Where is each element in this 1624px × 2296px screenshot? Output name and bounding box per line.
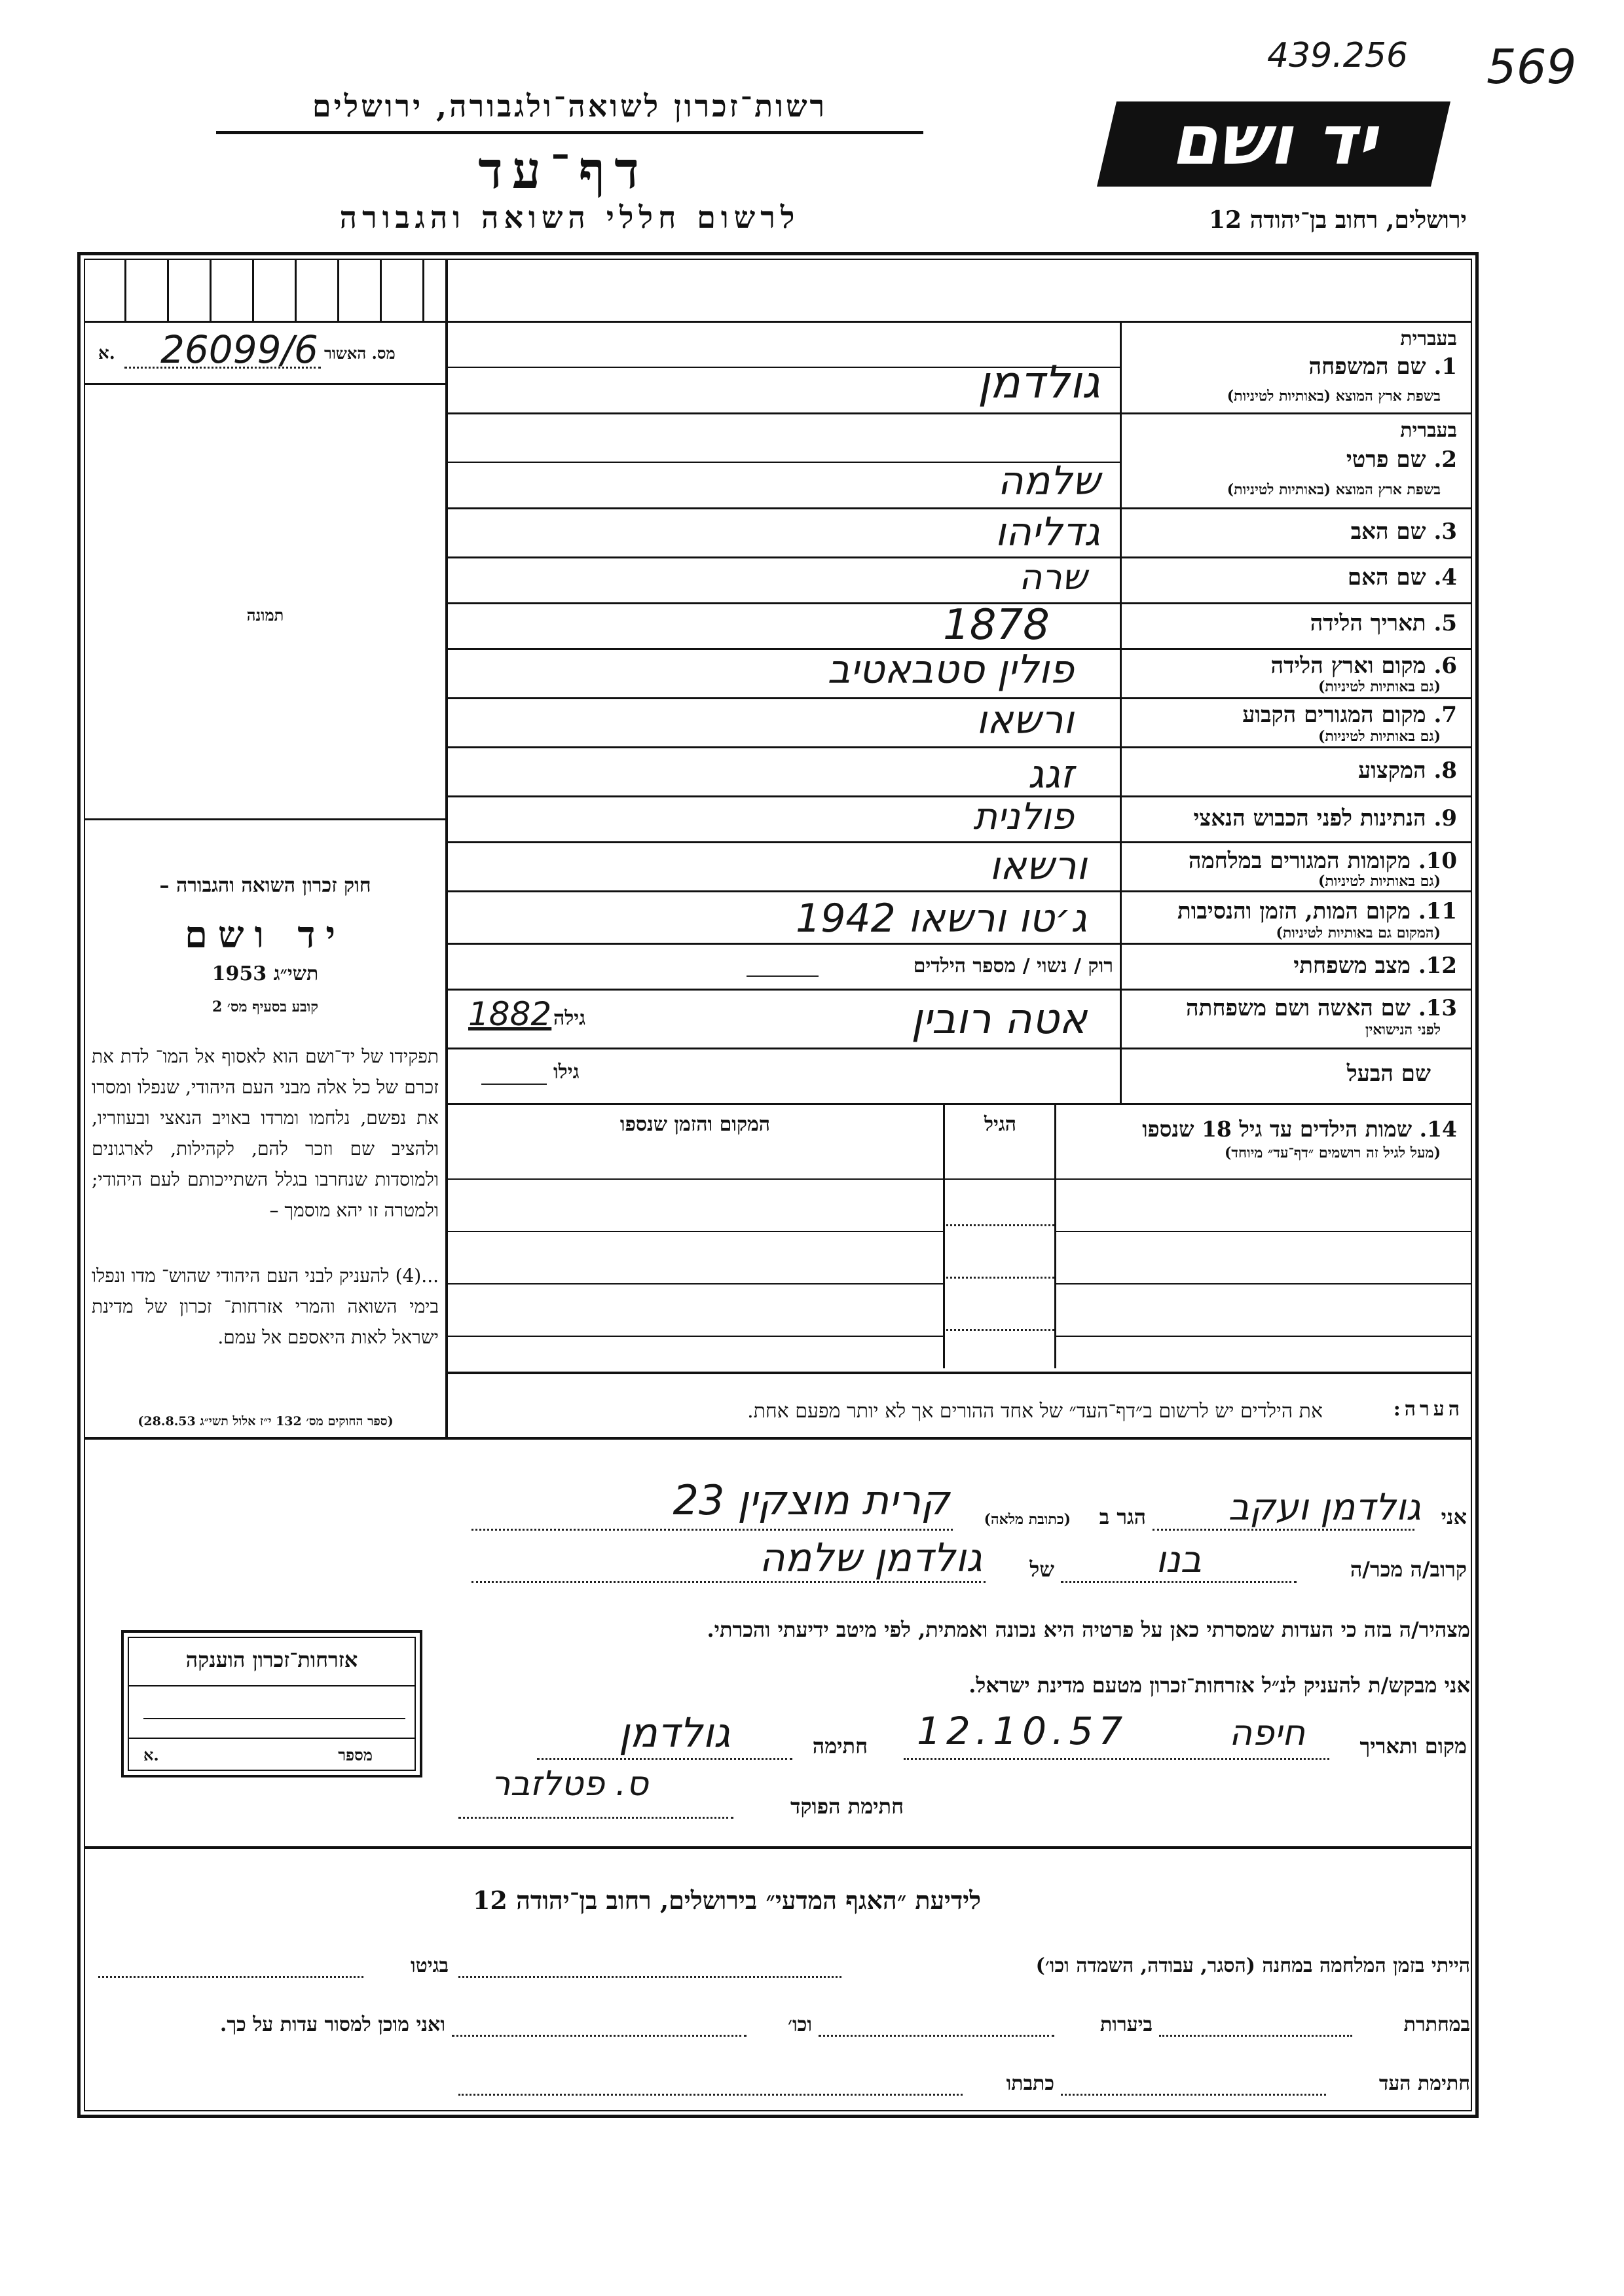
wife-age-label: גילה [553, 1007, 586, 1030]
law-clause: קובע בסעיף מס׳ 2 [212, 998, 319, 1015]
corner-ref-number: 439.256 [1267, 36, 1409, 75]
field-birth-place-value: פולין סטבאטיב [827, 647, 1074, 693]
note-label: הערה: [1393, 1398, 1464, 1421]
citizenship-box-title: אזרחות־זכרון הוענקה [185, 1647, 358, 1672]
field-marital-label: 12. מצב משפחתי [1293, 953, 1457, 979]
law-source: (ספר החוקים מס׳ 132 י״ז אלול תשי״ג 28.8.53) [138, 1414, 394, 1429]
field-wartime-residence-value: ורשאו [989, 843, 1087, 889]
citizenship-box [121, 1630, 422, 1777]
footer-testimony-statement: ואני מוכן למסור עדות על כך. [219, 2013, 445, 2036]
photo-area [92, 390, 439, 815]
label-column-divider [1120, 321, 1122, 1103]
yad-vashem-logo [1090, 95, 1457, 193]
field-death-place-label: 11. מקום המות, הזמן והנסיבות [1177, 898, 1457, 924]
field-wartime-residence-sub: (גם באותיות לטיניות) [1318, 873, 1441, 890]
field-family-name-sub: בשפת ארץ המוצא (באותיות לטיניות) [1227, 388, 1441, 405]
footer-ghetto-label: בגיטו [410, 1954, 449, 1977]
declaration-statement-1: מצהיר/ה בזה כי העדות שמסרתי כאן על פרטיה היא נכונה ואמתית, לפי מיטב ידיעתי והכרתי. [707, 1617, 1470, 1642]
children-col-divider-1 [1054, 1103, 1056, 1368]
declaration-statement-2: אני מבקש/ת להעניק לנ״ל אזרחות־זכרון מטעם מדינת ישראל. [969, 1673, 1470, 1698]
law-paragraph-1: תפקידו של יד־ושם הוא לאסוף אל המו־ לדת את זכרם של כל אלה מבני העם היהודי, שנפלו ומסרו את נפשם, נלחמו ומרדו באויב הנאצי ובעוזריו, ולהציב שם וזכר להם, לקהילות, לארגונים ולמוסדות שנחרבו בגלל השתייכותם לעם היהודי; ולמטרה זו יהא מוסמך – [92, 1046, 439, 1221]
declaration-address-hint: (כתובת מלאה) [984, 1511, 1071, 1528]
law-paragraph-2: ...(4) להעניק לבני העם היהודי שהוש־ מדו ונפלו בימי השואה והמרי אזרחות־ זכרון של מדינת ישראל לאות היאספם אל עמם. [92, 1265, 439, 1348]
declaration-of-label: של [1029, 1557, 1054, 1582]
field-birth-place-sub: (גם באותיות לטיניות) [1318, 678, 1441, 695]
footer-partisans-label: במחתרת [1403, 2013, 1470, 2036]
field-birth-place-label: 6. מקום וארץ הלידה [1270, 653, 1457, 679]
field-wife-sub: לפני הנישואין [1365, 1021, 1441, 1038]
declaration-relative-label: קרוב/ה מכר/ה [1350, 1557, 1467, 1582]
law-title: חוק זכרון השואה והגבורה – [159, 874, 371, 897]
field-first-name-tag: בעברית [1400, 419, 1457, 442]
declarant-name-value: גולדמן ועקב [1228, 1486, 1421, 1529]
field-wife-value: אטה רובין [911, 995, 1087, 1044]
field-first-name-value: שלמה [997, 458, 1100, 504]
field-birth-date-label: 5. תאריך הלידה [1310, 610, 1457, 636]
corner-page-number: 569 [1486, 39, 1577, 94]
children-label: 14. שמות הילדים עד גיל 18 שנספו [1142, 1116, 1457, 1142]
citizenship-number-suffix: א. [143, 1745, 159, 1764]
field-citizenship-label: 9. הנתינות לפני הכבוש הנאצי [1193, 805, 1457, 831]
law-name: יד ושם [184, 913, 346, 957]
place-date-label: מקום ותאריך [1359, 1734, 1467, 1758]
official-signature-label: חתימת הפוקד [790, 1794, 904, 1819]
field-father-name-value: גדליהו [995, 509, 1100, 555]
field-wife-label: 13. שם האשה ושם משפחתה [1186, 995, 1457, 1021]
signature-value: גולדמן [618, 1709, 731, 1757]
footer-witness-signature-label: חתימת העד [1378, 2072, 1470, 2095]
header-rule [216, 131, 923, 134]
field-family-name-value: גולדמן [977, 357, 1100, 409]
left-column-divider [445, 259, 448, 1437]
citizenship-number-label: מספר [338, 1745, 373, 1764]
field-family-name-label: 1. שם המשפחה [1308, 354, 1457, 380]
approval-number: 26099/6 [160, 327, 318, 372]
field-citizenship-value: פולנית [973, 795, 1074, 838]
official-signature-value: ס. פטלזבר [491, 1764, 648, 1804]
children-col-divider-2 [943, 1103, 945, 1368]
declaration-resident-label: הגר ב [1099, 1504, 1146, 1529]
field-first-name-sub: בשפת ארץ המוצא (באותיות לטיניות) [1227, 481, 1441, 498]
deceased-name-value: גולדמן שלמה [759, 1535, 982, 1581]
header-address: ירושלים, רחוב בן־יהודה 12 [1208, 206, 1467, 234]
children-col-age: הגיל [984, 1113, 1017, 1136]
field-first-name-label: 2. שם פרטי [1346, 446, 1457, 473]
field-residence-sub: (גם באותיות לטיניות) [1318, 728, 1441, 745]
note-text: את הילדים יש לרשום ב״דף־העד״ של אחד ההורים אך לא יותר מפעם אחת. [747, 1400, 1323, 1423]
form-subtitle: לרשום חללי השואה והגבורה [339, 200, 800, 235]
signature-label: חתימה [812, 1734, 868, 1758]
footer-forests-label: ביערות [1099, 2013, 1153, 2036]
wife-age-value: 1882 [468, 995, 552, 1033]
approval-label: מס. האשור [324, 344, 396, 363]
husband-label: שם הבעל [1346, 1061, 1431, 1087]
date-value: 12.10.57 [917, 1709, 1128, 1753]
footer-address-label: כתבתו [1006, 2072, 1054, 2095]
form-title: דף־עד [478, 141, 648, 200]
children-sub: (מעל לגיל זה רושמים ״דף־עד״ מיוחד) [1224, 1144, 1441, 1161]
field-birth-date-value: 1878 [943, 601, 1050, 649]
footer-heading: לידיעת ״האגף המדעי״ בירושלים, רחוב בן־יהודה 12 [472, 1886, 982, 1915]
field-family-name-tag: בעברית [1400, 327, 1457, 350]
footer-etc-label: וכו׳ [788, 2013, 812, 2036]
field-profession-label: 8. המקצוע [1357, 757, 1457, 784]
marital-options: רוק / נשוי / מספר הילדים [913, 955, 1113, 977]
approval-suffix: א. [98, 344, 115, 363]
footer-camp-label: הייתי בזמן המלחמה במחנה (הסגר, עבודה, השמדה וכו׳) [1035, 1954, 1470, 1977]
law-year: תשי״ג 1953 [212, 962, 319, 985]
husband-age-label: גילו [553, 1061, 580, 1084]
field-death-place-value: ג׳טו ורשאו 1942 [796, 896, 1087, 941]
declaration-i-label: אני [1441, 1504, 1467, 1529]
declarant-address-value: קרית מוצקין 23 [673, 1476, 950, 1524]
authority-name: רשות־זכרון לשואה־ולגבורה, ירושלים [312, 88, 828, 124]
declarant-relation-value: בנו [1155, 1539, 1202, 1581]
photo-label: תמונה [246, 606, 284, 625]
field-profession-value: זגג [1027, 752, 1074, 797]
children-col-place: המקום והזמן שנספו [619, 1113, 771, 1136]
field-mother-name-value: שרה [1018, 556, 1087, 598]
field-wartime-residence-label: 10. מקומות המגורים במלחמה [1188, 848, 1457, 874]
field-mother-name-label: 4. שם האם [1347, 564, 1457, 591]
place-value: חיפה [1228, 1712, 1306, 1753]
field-death-place-sub: (המקום גם באותיות לטיניות) [1276, 924, 1441, 941]
logo-text: יד ושם [1171, 100, 1376, 180]
field-father-name-label: 3. שם האב [1350, 519, 1457, 545]
field-residence-label: 7. מקום המגורים הקבוע [1242, 702, 1457, 728]
field-residence-value: ורשאו [976, 697, 1074, 743]
